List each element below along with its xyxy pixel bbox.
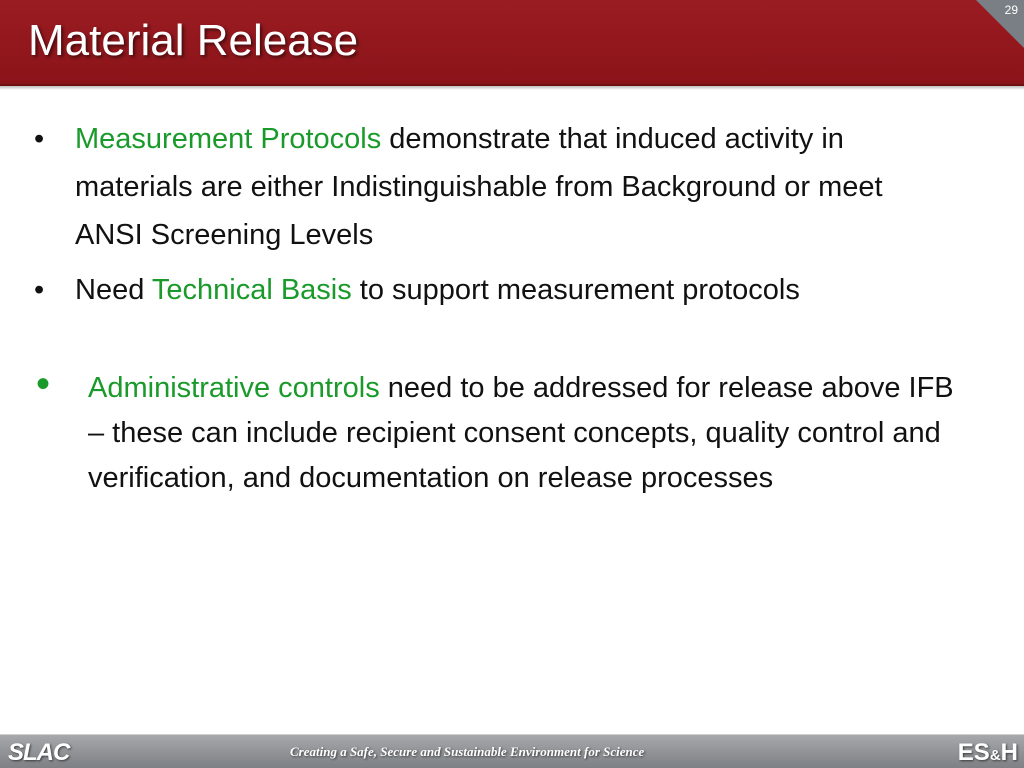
- bullet-rest: need to be addressed for release above IFB – these can include recipient consent concepts, quality control and verification, and documentation on release processes: [88, 372, 954, 494]
- slac-logo: SLAC: [8, 739, 70, 766]
- bullet-marker: •: [36, 362, 51, 406]
- footer-tagline: Creating a Safe, Secure and Sustainable Environment for Science: [290, 744, 645, 759]
- bullet-highlight: Technical Basis: [151, 274, 352, 306]
- bullet-text: [88, 366, 968, 501]
- bullet-rest: to support measurement protocols: [351, 274, 800, 306]
- title-divider: [0, 86, 1024, 90]
- esh-logo-es: ES: [957, 739, 990, 766]
- bullet-text: [75, 115, 905, 259]
- footer-bar: [0, 734, 1024, 768]
- slide-title: Material Release: [28, 16, 359, 65]
- bullet-marker: •: [34, 274, 45, 306]
- bullet-prefix: Need: [75, 274, 152, 306]
- page-number: 29: [1004, 3, 1018, 17]
- esh-logo-h: H: [1000, 739, 1018, 766]
- title-bar: [0, 0, 1024, 86]
- esh-logo-amp: &: [989, 747, 1001, 764]
- bullet-marker: •: [34, 123, 45, 155]
- bullet-text: [75, 266, 865, 314]
- bullet-rest: demonstrate that induced activity in materials are either Indistinguishable from Background or meet ANSI Screening Levels: [75, 123, 883, 251]
- bullet-highlight: Administrative controls: [88, 372, 380, 404]
- esh-logo: [958, 739, 1018, 767]
- bullet-highlight: Measurement Protocols: [75, 123, 382, 155]
